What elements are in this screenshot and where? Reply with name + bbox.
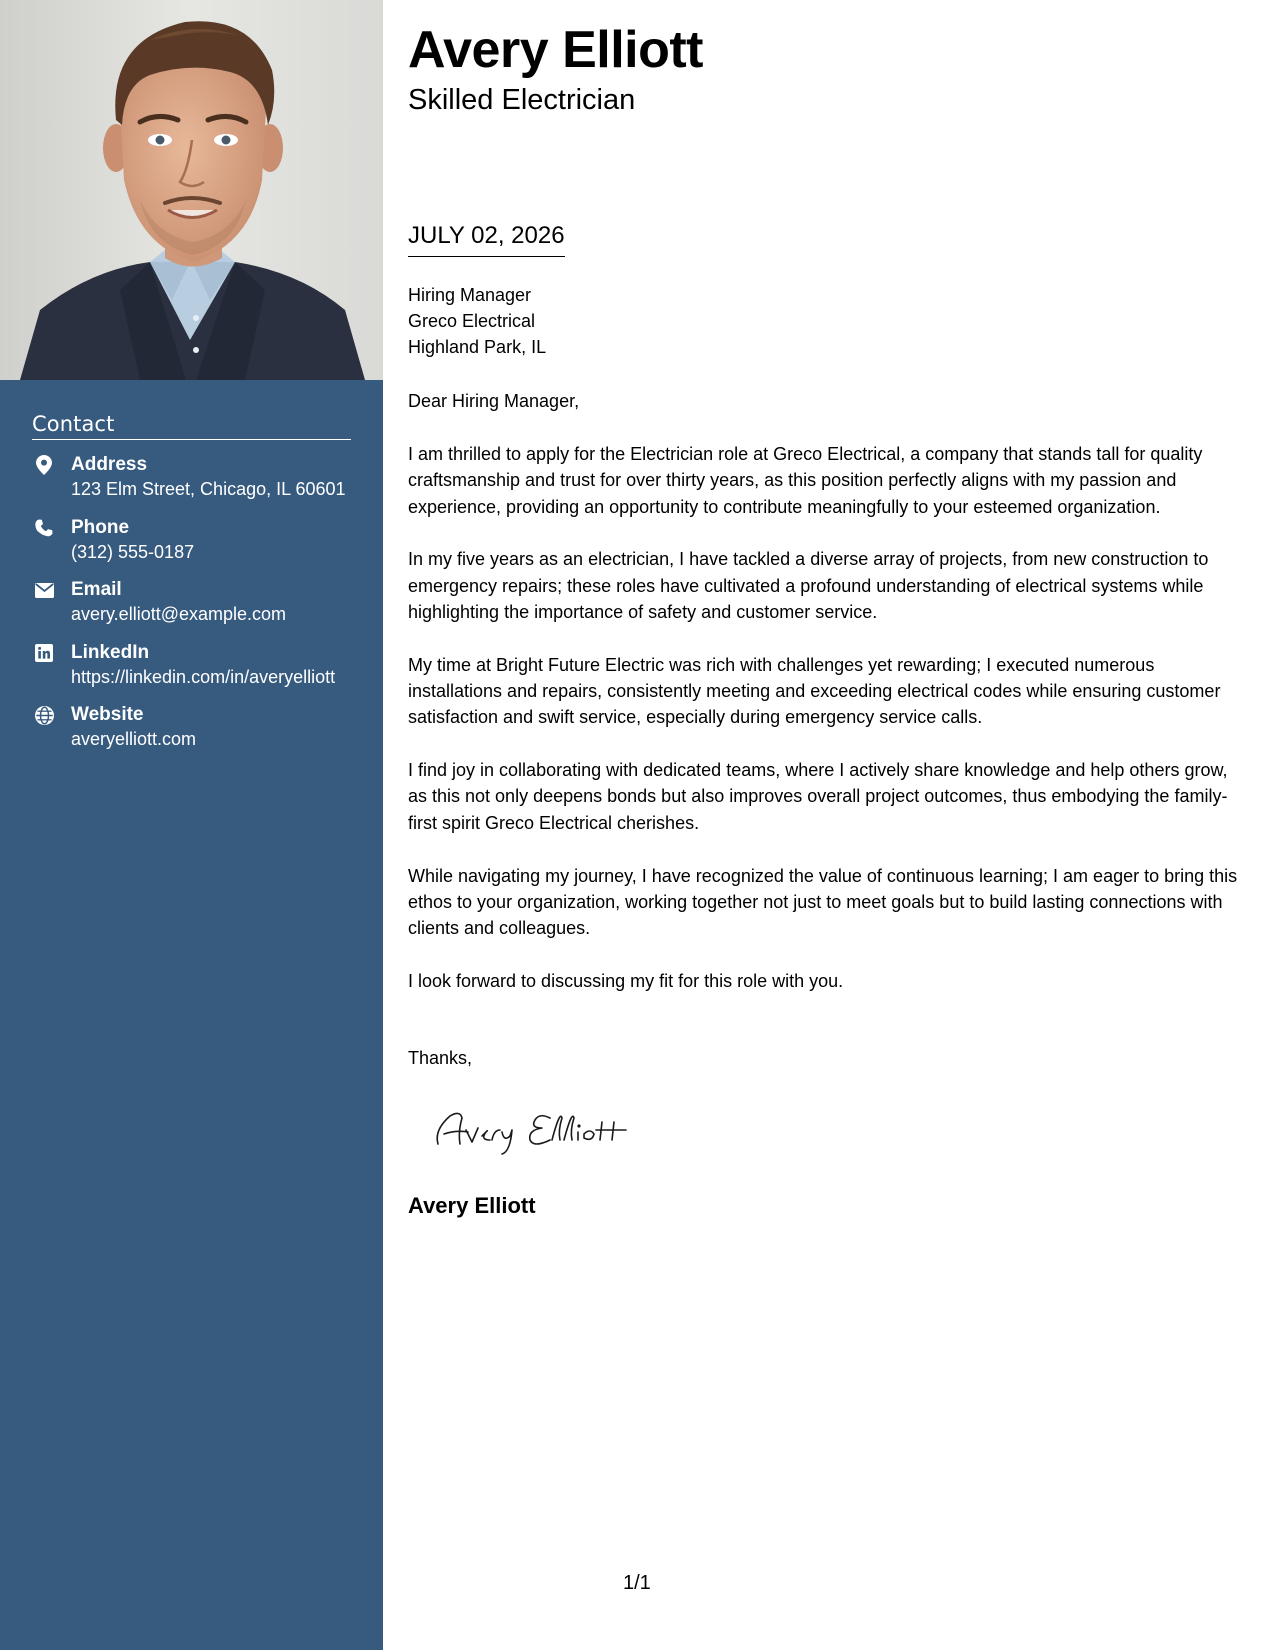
recipient-title: Hiring Manager (408, 285, 532, 305)
letter-paragraph: While navigating my journey, I have recognized the value of continuous learning; I am eager to bring this ethos to your organization, working together not just to meet goals but to build lasting connections with clients and colleagues. (408, 865, 1238, 939)
website-label: Website (71, 704, 144, 725)
contact-item-website (32, 703, 351, 752)
phone-value[interactable]: (312) 555-0187 (71, 541, 195, 562)
letter-paragraph: I am thrilled to apply for the Electrician role at Greco Electrical, a company that stands tall for quality craftsmanship and trust for over thirty years, as this position perfectly aligns with my passion and experience, providing an opportunity to contribute meaningfully to your esteemed organization. (408, 444, 1203, 517)
phone-icon (34, 518, 54, 538)
address-label: Address (71, 454, 148, 475)
signed-name: Avery Elliott (408, 1193, 536, 1218)
email-value[interactable]: avery.elliott@example.com (71, 604, 287, 624)
page-number: 1/1 (623, 1572, 651, 1594)
contact-item-linkedin (32, 641, 351, 690)
contact-item-phone (32, 516, 351, 565)
linkedin-value[interactable]: https://linkedin.com/in/averyelliott (71, 666, 336, 687)
contact-item-email (32, 578, 351, 627)
letter-paragraph: I find joy in collaborating with dedicated teams, where I actively share knowledge and help others grow, as this not only deepens bonds but also improves overall project outcomes, thus embodying the family-first spirit Greco Electrical cherishes. (408, 760, 1228, 833)
contact-section (32, 412, 351, 766)
phone-label: Phone (71, 516, 130, 538)
contact-list (32, 453, 351, 752)
letter-paragraph: I look forward to discussing my fit for this role with you. (408, 970, 844, 991)
map-pin-icon (34, 455, 54, 475)
email-label: Email (71, 579, 122, 600)
website-value[interactable]: averyelliott.com (71, 729, 197, 749)
recipient-block (408, 282, 546, 360)
letter-paragraph: My time at Bright Future Electric was rich with challenges yet rewarding; I executed numerous installations and repairs, consistently meeting and exceeding electrical codes while ensuring customer satisfaction and swift service, especially during emergency service calls. (408, 654, 1221, 728)
profile-photo (0, 0, 383, 380)
linkedin-label: LinkedIn (71, 641, 150, 663)
contact-heading: Contact (32, 412, 351, 440)
envelope-icon (34, 580, 54, 600)
globe-icon (34, 705, 54, 725)
letter-paragraph: In my five years as an electrician, I have tackled a diverse array of projects, from new construction to emergency repairs; these roles have cultivated a profound understanding of electrical systems while highlighting the importance of safety and customer service. (408, 549, 1209, 622)
portrait-photo-icon (0, 0, 383, 380)
linkedin-icon (34, 643, 54, 663)
letter-body (408, 441, 1244, 1021)
handwritten-signature-icon (430, 1100, 660, 1160)
applicant-role: Skilled Electrician (408, 84, 636, 116)
salutation: Dear Hiring Manager, (408, 391, 580, 411)
address-value: 123 Elm Street, Chicago, IL 60601 (71, 479, 346, 499)
contact-item-address (32, 453, 351, 502)
signature-image (430, 1100, 660, 1165)
letter-date: JULY 02, 2026 (408, 222, 565, 257)
recipient-company: Greco Electrical (408, 311, 536, 331)
closing: Thanks, (408, 1048, 473, 1068)
applicant-name: Avery Elliott (408, 21, 703, 79)
recipient-location: Highland Park, IL (408, 337, 547, 357)
sidebar (0, 0, 383, 1650)
